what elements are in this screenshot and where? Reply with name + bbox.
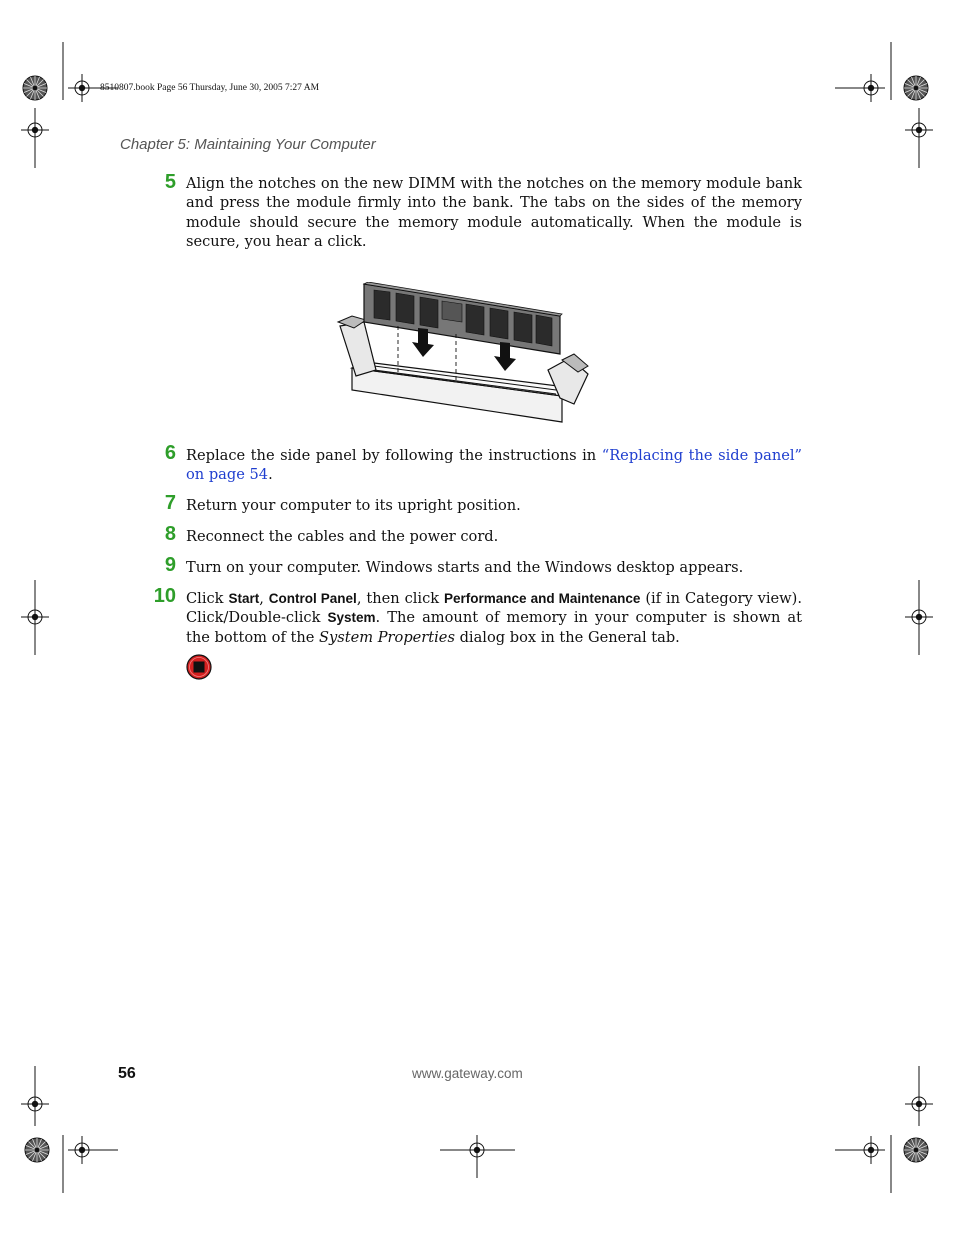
step-number-5: 5 — [164, 171, 176, 193]
step-number-6: 6 — [164, 442, 176, 464]
step-number-10: 10 — [153, 585, 176, 607]
step-10-part-3: , then click — [356, 590, 445, 607]
control-panel-label: Control Panel — [268, 591, 357, 606]
start-menu-label: Start — [228, 591, 260, 606]
step-6-text-after: . — [268, 466, 273, 484]
step-10-text — [186, 589, 802, 647]
system-properties-label: System Properties — [319, 628, 455, 646]
step-5-text: Align the notches on the new DIMM with the notches on the memory module bank and press the module firmly into the bank. The tabs on the sides of the memory module should secure the memory module automatically. When the module is secure, you hear a click. — [186, 175, 802, 250]
step-7-text: Return your computer to its upright position. — [186, 497, 521, 514]
step-number-8: 8 — [164, 523, 176, 545]
step-10-part-1: Click — [186, 590, 229, 607]
step-9-text: Turn on your computer. Windows starts and the Windows desktop appears. — [186, 559, 744, 576]
stop-icon — [186, 654, 212, 680]
step-10-part-5: . The amount of memory in your computer is shown at the bottom of the — [186, 609, 802, 646]
step-6-text — [186, 446, 802, 485]
step-number-7: 7 — [164, 492, 176, 514]
step-6-text-before: Replace the side panel by following the instructions in — [186, 447, 602, 464]
step-8-text: Reconnect the cables and the power cord. — [186, 528, 499, 545]
step-number-9: 9 — [164, 554, 176, 576]
step-10-part-2: , — [259, 590, 269, 607]
system-label: System — [327, 610, 376, 626]
performance-maintenance-label: Performance and Maintenance — [444, 591, 641, 606]
print-slug: 8510807.book Page 56 Thursday, June 30, 2005 7:27 AM — [100, 83, 320, 93]
step-10-part-6: dialog box in the General tab. — [454, 628, 680, 646]
step-10-part-4: (if in Category view). Click/Double-click — [186, 590, 802, 627]
chapter-header: Chapter 5: Maintaining Your Computer — [120, 136, 376, 153]
dimm-installation-illustration — [334, 282, 590, 428]
replacing-side-panel-link[interactable]: “Replacing the side panel” on page 54 — [186, 447, 802, 484]
footer-url: www.gateway.com — [412, 1066, 523, 1081]
page-number: 56 — [118, 1065, 136, 1082]
